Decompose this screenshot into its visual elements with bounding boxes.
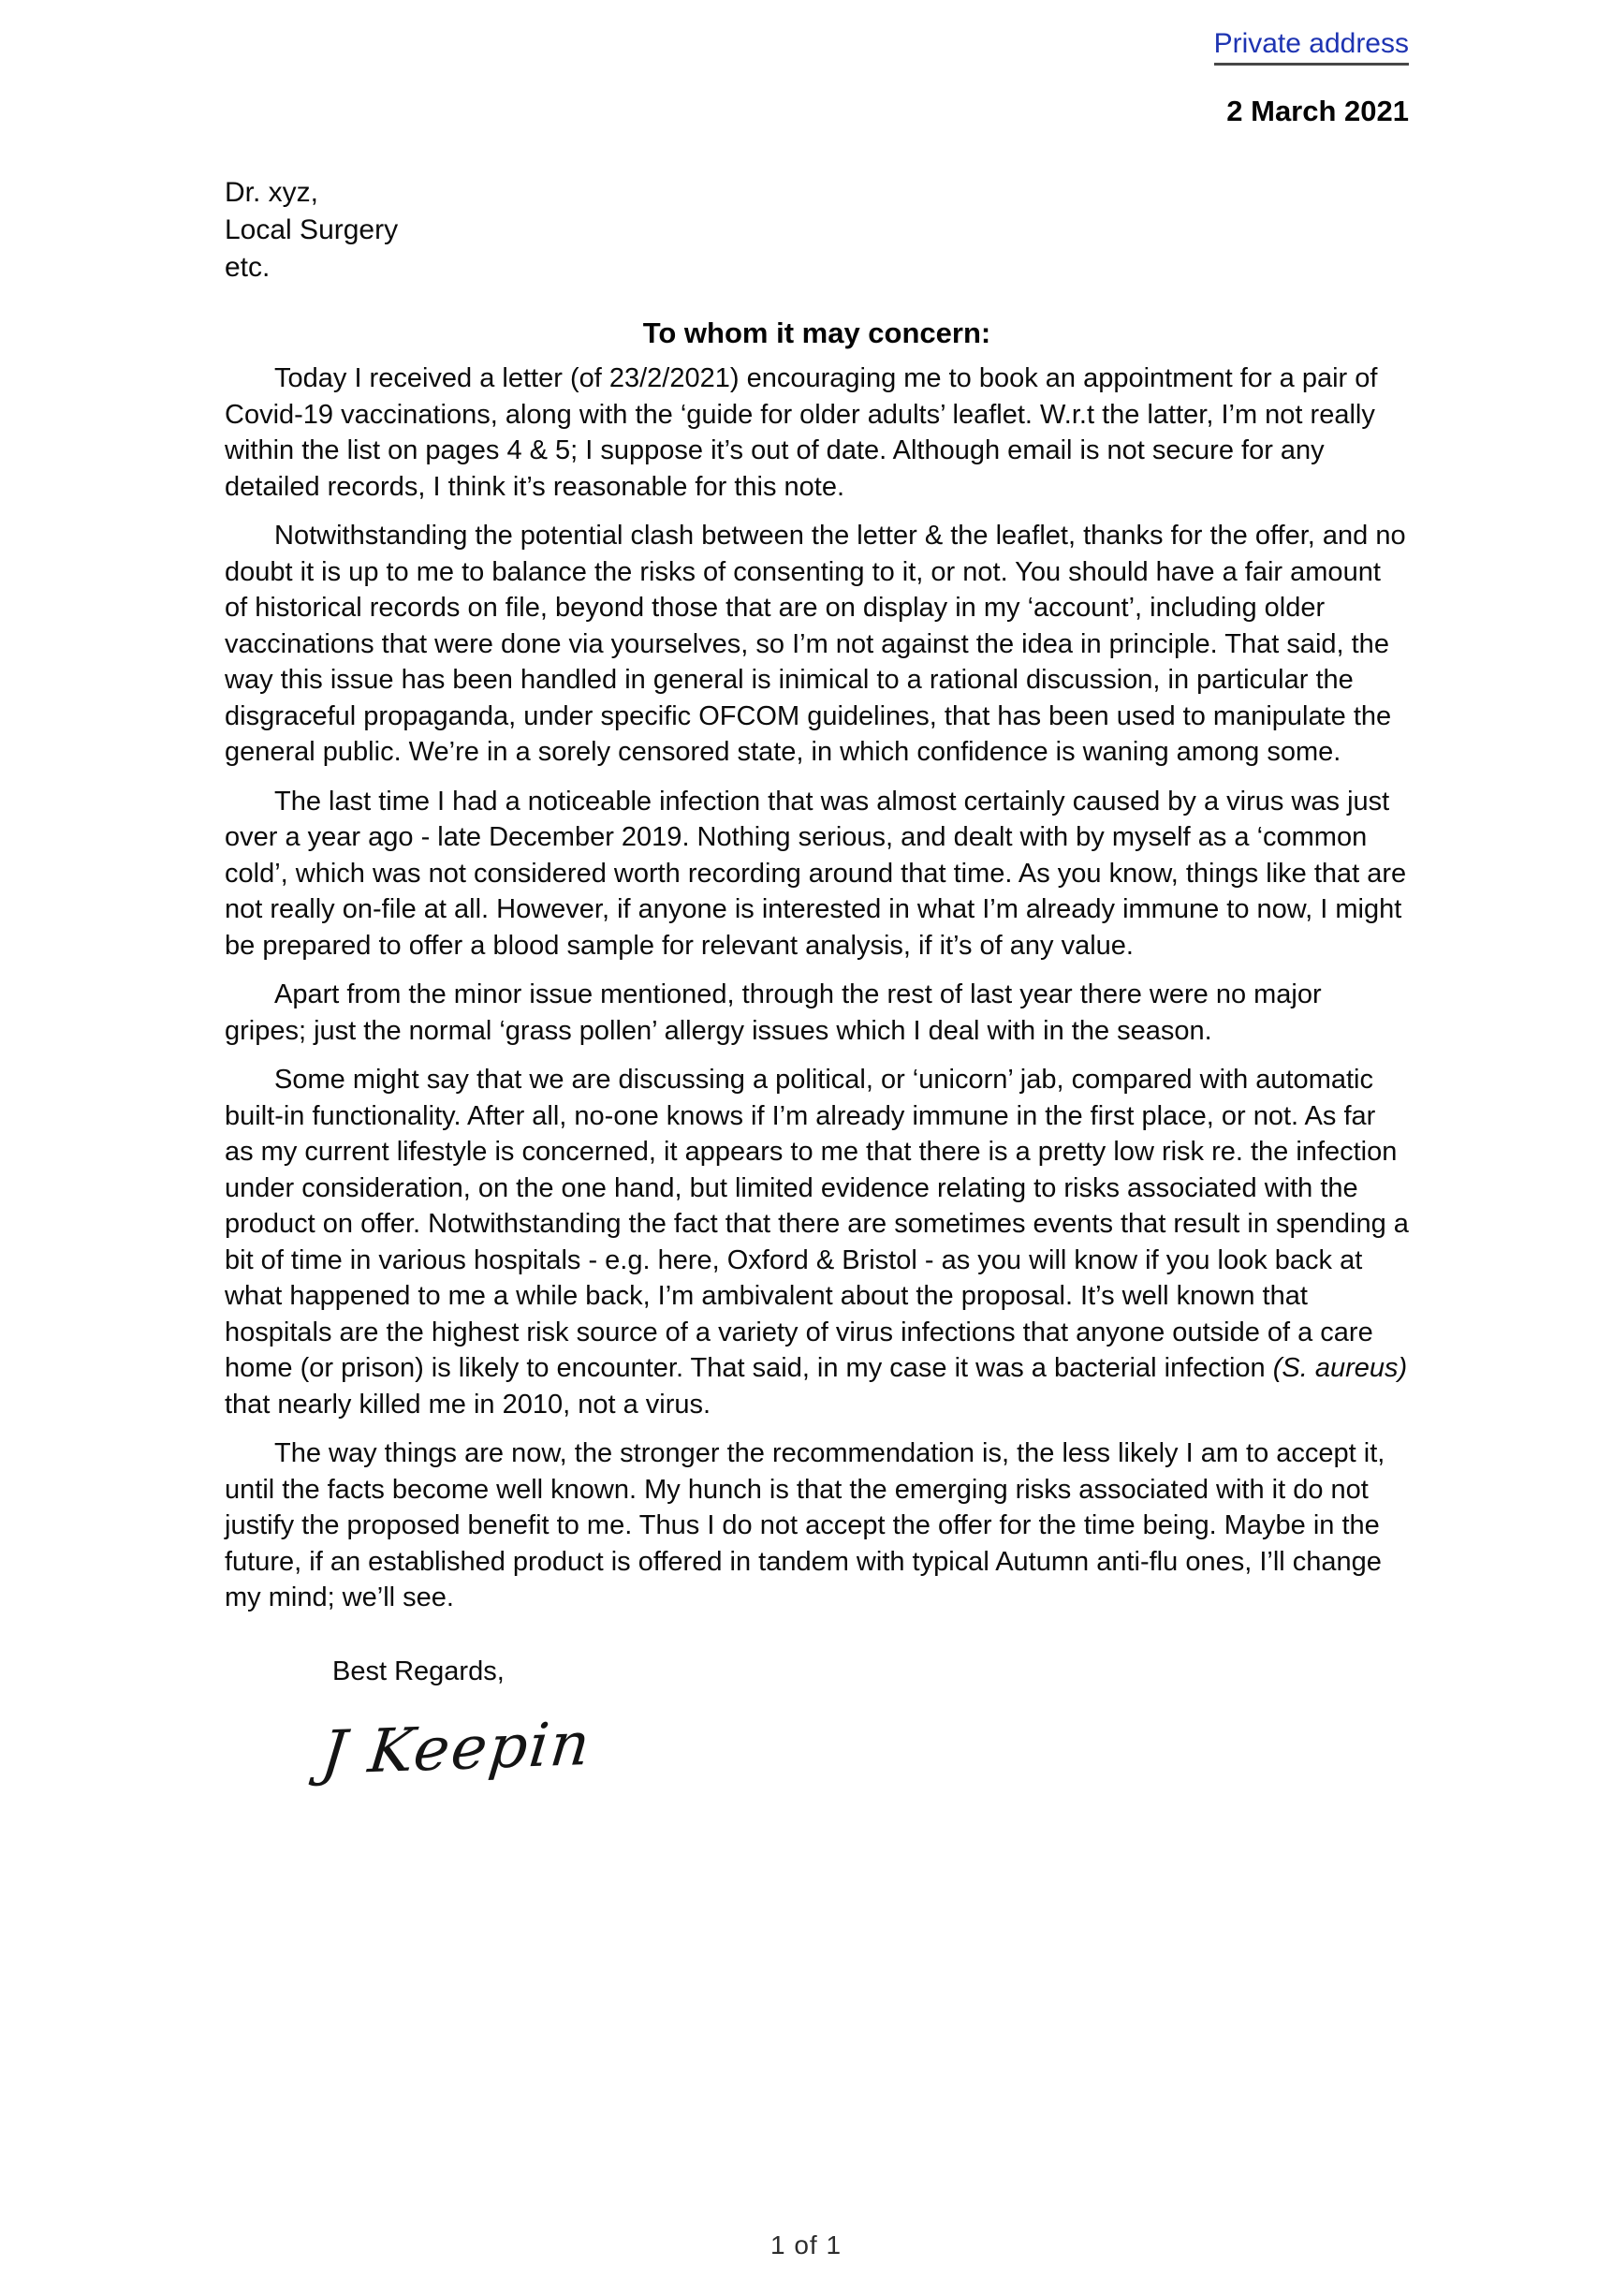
paragraph: Apart from the minor issue mentioned, through the rest of last year there were no major gripes; just the normal ‘grass pollen’ allergy issues which I deal with in the season. bbox=[225, 979, 1322, 1046]
letter-closing: Best Regards, bbox=[332, 1656, 505, 1686]
recipient-block bbox=[225, 174, 1409, 287]
letter-date: 2 March 2021 bbox=[1226, 95, 1409, 127]
recipient-line: Local Surgery bbox=[225, 214, 399, 245]
paragraph: Notwithstanding the potential clash between the letter & the leaflet, thanks for the offer, and no doubt it is up to me to balance the risks of consenting to it, or not. You should have a fair amount of historical records on file, beyond those that are on display in my ‘account’, including older vaccinations that were done via yourselves, so I’m not against the idea in principle. That said, the way this issue has been handled in general is inimical to a rational discussion, in particular the disgraceful propaganda, under specific OFCOM guidelines, that has been used to manipulate the general public. We’re in a sorely censored state, in which confidence is waning among some. bbox=[225, 521, 1406, 767]
signature: J Keepin bbox=[317, 1710, 595, 1788]
page-number-footer: 1 of 1 bbox=[769, 2230, 843, 2259]
recipient-line: etc. bbox=[225, 252, 271, 283]
paragraph: Some might say that we are discussing a political, or ‘unicorn’ jab, compared with automatic built-in functionality. After all, no-one knows if I’m already immune in the first place, or not. As far as my current lifestyle is concerned, it appears to me that there is a pretty low risk re. the infection under consideration, on the one hand, but limited evidence relating to risks associated with the product on offer. Notwithstanding the fact that there are sometimes events that result in spending a bit of time in various hospitals - e.g. here, Oxford & Bristol - as you will know if you look back at what happened to me a while back, I’m ambivalent about the proposal. It’s well known that hospitals are the highest risk source of a variety of virus infections that anyone outside of a care home (or prison) is likely to encounter. That said, in my case it was a bacterial infection (S. aureus) that nearly killed me in 2010, not a virus. bbox=[225, 1065, 1409, 1420]
paragraph: The way things are now, the stronger the recommendation is, the less likely I am to accept it, until the facts become well known. My hunch is that the emerging risks associated with it do not justify the proposed benefit to me. Thus I do not accept the offer for the time being. Maybe in the future, if an established product is offered in tandem with typical Autumn anti-flu ones, I’ll change my mind; we’ll see. bbox=[225, 1438, 1385, 1612]
letter-body bbox=[225, 361, 1409, 1616]
paragraph: Today I received a letter (of 23/2/2021) encouraging me to book an appointment for a pair of Covid-19 vaccinations, along with the ‘guide for older adults’ leaflet. W.r.t the latter, I’m not really within the list on pages 4 & 5; I suppose it’s out of date. Although email is not secure for any detailed records, I think it’s reasonable for this note. bbox=[225, 363, 1378, 502]
letter-heading: To whom it may concern: bbox=[642, 316, 991, 349]
recipient-line: Dr. xyz, bbox=[225, 177, 319, 208]
private-address-link[interactable]: Private address bbox=[1214, 26, 1409, 66]
letter-header bbox=[225, 26, 1409, 129]
paragraph: The last time I had a noticeable infection that was almost certainly caused by a virus was just over a year ago - late December 2019. Nothing serious, and dealt with by myself as a ‘common cold’, which was not considered worth recording around that time. As you know, things like that are not really on-file at all. However, if anyone is interested in what I’m already immune to now, I might be prepared to offer a blood sample for relevant analysis, if it’s of any value. bbox=[225, 786, 1407, 961]
